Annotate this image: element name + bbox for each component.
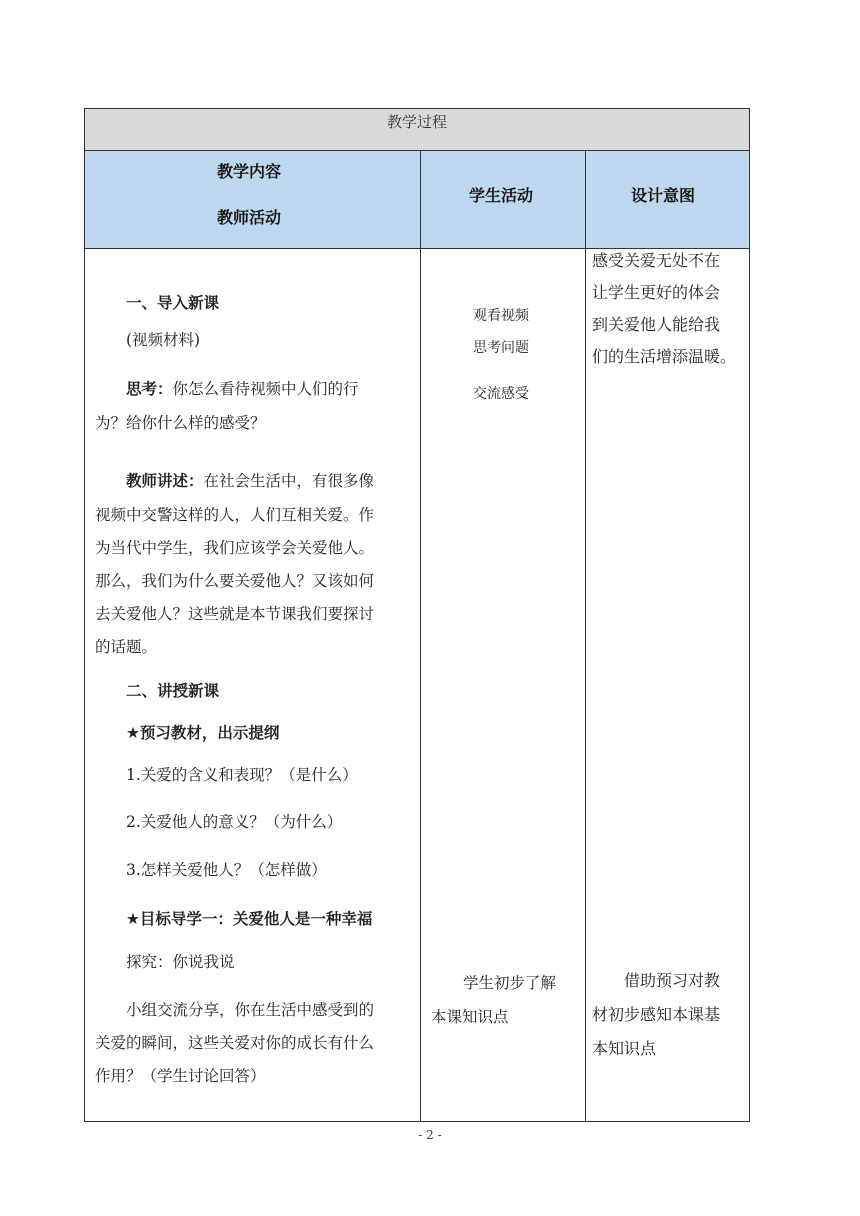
student-activity-item: 观看视频 [473,308,529,324]
lecture-label: 教师讲述： [126,472,204,490]
think-text-cont: 为？给你什么样的感受？ [95,414,266,432]
lecture-line: 视频中交警这样的人，人们互相关爱。作 [95,506,375,524]
think-text: 你怎么看待视频中人们的行 [172,380,359,398]
lecture-line: 为当代中学生，我们应该学会关爱他人。 [95,539,375,557]
design-intent-line: 让学生更好的体会 [592,283,721,302]
student-activity-item: 本课知识点 [431,1008,509,1026]
outline-item: 3.怎样关爱他人？（怎样做） [126,861,327,879]
explore-note: 探究：你说我说 [126,953,235,971]
lecture-text: 在社会生活中，有很多像 [203,472,375,490]
group-line: 关爱的瞬间，这些关爱对你的成长有什么 [95,1034,375,1052]
group-line: 作用？（学生讨论回答） [95,1067,266,1085]
student-activity-item: 交流感受 [473,386,529,402]
header-content: 教学内容 [217,162,282,181]
lecture-line: 的话题。 [95,638,158,656]
column-divider [585,151,586,1121]
header-row [85,151,749,249]
goal-heading: ★目标导学一：关爱他人是一种幸福 [126,910,373,928]
group-paragraph: 小组交流分享，你在生活中感受到的 [126,1001,375,1019]
material-note: (视频材料) [126,331,201,349]
design-intent-line: 本知识点 [592,1039,657,1058]
section-heading: 二、讲授新课 [126,682,220,700]
header-teacher-activity: 教师活动 [217,208,282,227]
outline-item: 2.关爱他人的意义？（为什么） [126,813,343,831]
lecture-line: 那么，我们为什么要关爱他人？又该如何 [95,572,375,590]
lecture-paragraph [95,465,417,497]
student-activity-item: 思考问题 [473,340,529,356]
header-student-activity: 学生活动 [469,186,534,205]
design-intent-line: 材初步感知本课基 [592,1005,721,1024]
preview-heading: ★预习教材，出示提纲 [126,724,280,742]
design-intent-line: 感受关爱无处不在 [592,251,721,270]
lesson-table [84,108,750,1122]
design-intent-line: 们的生活增添温暖。 [592,347,737,366]
think-label: 思考： [126,380,173,398]
design-intent-line: 借助预习对教 [624,971,721,990]
header-design-intent: 设计意图 [631,186,696,205]
table-title: 教学过程 [85,109,749,151]
page-number: - 2 - [418,1128,442,1142]
student-activity-item: 学生初步了解 [463,974,557,992]
lecture-line: 去关爱他人？这些就是本节课我们要探讨 [95,605,375,623]
column-divider [420,151,421,1121]
section-heading: 一、导入新课 [126,294,220,312]
think-paragraph [95,373,417,405]
outline-item: 1.关爱的含义和表现？（是什么） [126,766,358,784]
design-intent-line: 到关爱他人能给我 [592,315,721,334]
